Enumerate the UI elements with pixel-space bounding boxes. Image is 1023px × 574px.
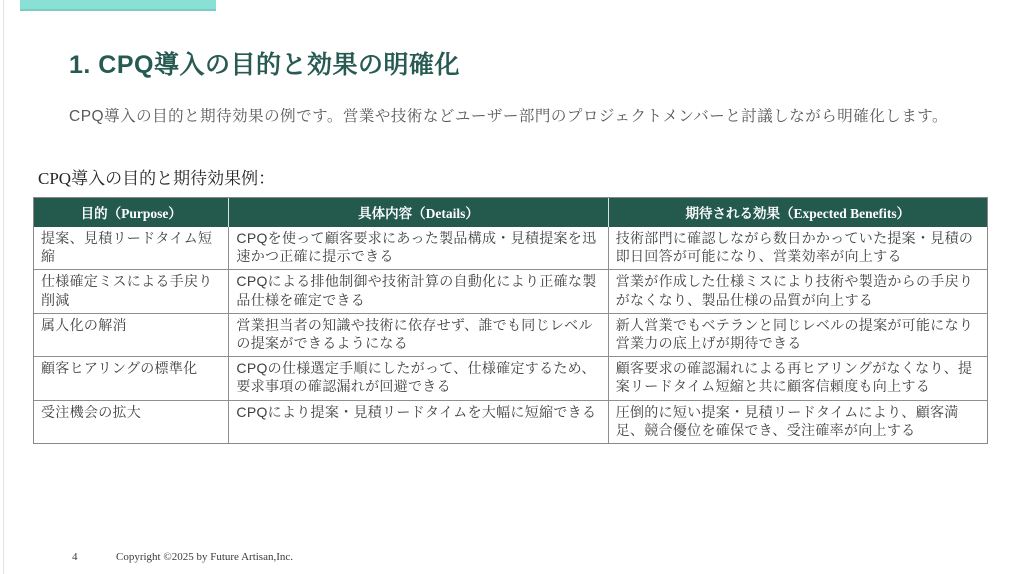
intro-paragraph: CPQ導入の目的と期待効果の例です。営業や技術などユーザー部門のプロジェクトメンバーと討議しながら明確化します。 [69,107,949,125]
table-cell: 仕様確定ミスによる手戻り削減 [34,269,228,312]
page-number: 4 [72,551,78,563]
table-cell: 営業が作成した仕様ミスにより技術や製造からの手戻りがなくなり、製品仕様の品質が向上する [608,269,987,312]
table-row [34,356,987,399]
table-cell: 受注機会の拡大 [34,400,228,443]
table-header-row [34,198,987,227]
header-expected-benefits: 期待される効果（Expected Benefits） [608,198,987,227]
table-cell: CPQの仕様選定手順にしたがって、仕様確定するため、要求事項の確認漏れが回避できる [228,356,607,399]
table-row [34,313,987,356]
accent-bar [20,0,216,11]
table-cell: CPQを使って顧客要求にあった製品構成・見積提案を迅速かつ正確に提示できる [228,227,607,269]
table-cell: 新人営業でもベテランと同じレベルの提案が可能になり営業力の底上げが期待できる [608,313,987,356]
table-cell: 圧倒的に短い提案・見積リードタイムにより、顧客満足、競合優位を確保でき、受注確率が向上する [608,400,987,443]
table-cell: 技術部門に確認しながら数日かかっていた提案・見積の即日回答が可能になり、営業効率が向上する [608,227,987,269]
table-row [34,400,987,443]
page-title: 1. CPQ導入の目的と効果の明確化 [69,50,460,79]
table-cell: 顧客要求の確認漏れによる再ヒアリングがなくなり、提案リードタイム短縮と共に顧客信頼度も向上する [608,356,987,399]
copyright-text: Copyright ©2025 by Future Artisan,Inc. [116,551,294,563]
table-cell: 営業担当者の知識や技術に依存せず、誰でも同じレベルの提案ができるようになる [228,313,607,356]
table-cell: CPQにより提案・見積リードタイムを大幅に短縮できる [228,400,607,443]
table-row [34,227,987,269]
table-cell: 顧客ヒアリングの標準化 [34,356,228,399]
header-details: 具体内容（Details） [228,198,607,227]
table-cell: 属人化の解消 [34,313,228,356]
slide-left-edge [3,0,4,574]
table-row [34,269,987,312]
table-cell: 提案、見積リードタイム短縮 [41,230,213,265]
benefits-table [33,197,988,444]
header-purpose: 目的（Purpose） [34,198,228,227]
table-cell: CPQによる排他制御や技術計算の自動化により正確な製品仕様を確定できる [228,269,607,312]
table-caption: CPQ導入の目的と期待効果例： [38,169,276,188]
